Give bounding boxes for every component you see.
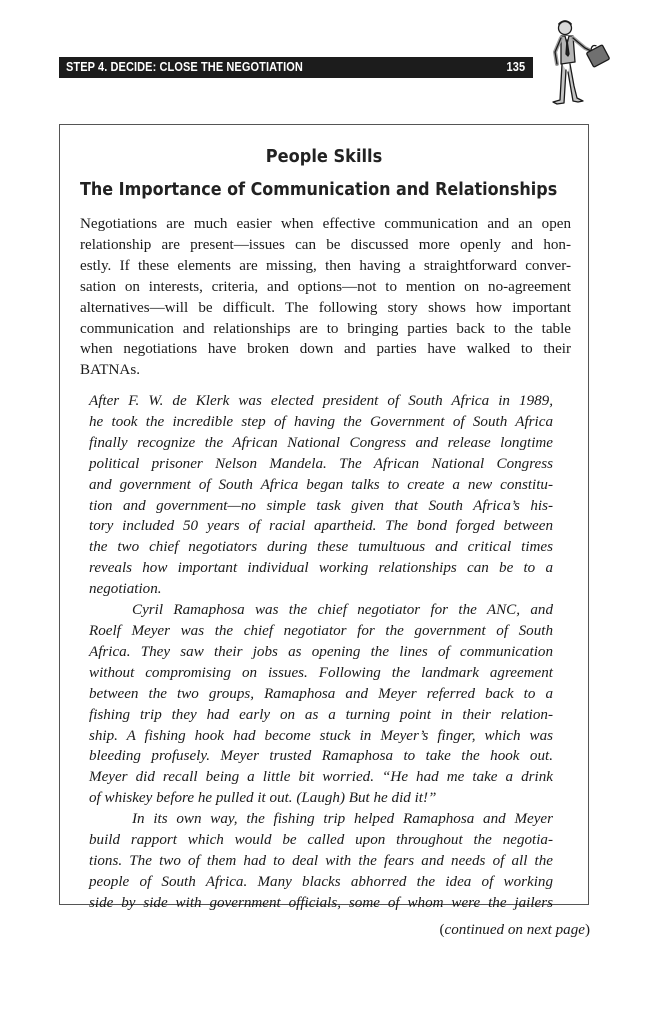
text-line: of whiskey before he pulled it out. (Laugh) But he did it!” [89,790,437,807]
text-line: without compromising on issues. Following the landmark agreement [89,664,553,681]
text-line: estly. If these elements are missing, then having a straightforward conver- [80,257,571,274]
story-excerpt [89,391,553,914]
text-line: tion and government—no simple task given that South Africa’s his- [89,497,553,514]
text-line: reveals how important individual working relationships can be to a [89,560,553,577]
text-line: Roelf Meyer was the chief negotiator for the government of South [89,622,553,639]
text-line: when negotiations have broken down and parties have walked to their [80,341,571,358]
text-line: Meyer did recall being a little bit worried. “He had me take a drink [89,769,553,786]
text-line: between the two groups, Ramaphosa and Meyer referred back to a [89,685,553,702]
businessman-with-briefcase-icon [537,14,617,110]
text-line: BATNAs. [80,362,140,379]
people-skills-sidebar [59,124,589,911]
text-line: After F. W. de Klerk was elected president of South Africa in 1989, [89,393,553,409]
page-number: 135 [506,60,525,74]
text-line: negotiation. [89,581,162,598]
chapter-title: STEP 4. DECIDE: CLOSE THE NEGOTIATION [66,60,303,74]
text-line: Negotiations are much easier when effective communication and an open [80,216,571,232]
text-line: political prisoner Nelson Mandela. The African National Congress [89,455,553,472]
text-line: finally recognize the African National Congress and release longtime [89,434,553,451]
text-line: tions. The two of them had to deal with the fears and needs of all the [89,852,553,869]
text-line: he took the incredible step of having the Government of South Africa [89,413,553,430]
text-line: relationship are present—issues can be discussed more openly and hon- [80,236,571,253]
text-line: people of South Africa. Many blacks abhorred the idea of working [89,873,553,890]
text-line: fishing trip they had early on as a turning point in their relation- [89,706,553,723]
text-line: the two chief negotiators during these tumultuous and critical times [89,539,553,556]
intro-paragraph [80,214,571,381]
continued-text: continued on next page [444,922,585,938]
text-line: tory included 50 years of racial apartheid. The bond forged between [89,518,553,535]
text-line: and government of South Africa began talks to create a new constitu- [89,476,553,493]
text-line: In its own way, the fishing trip helped Ramaphosa and Meyer [132,811,553,828]
text-line: Cyril Ramaphosa was the chief negotiator for the ANC, and [132,602,553,619]
text-line: communication and relationships are to bringing parties back to the table [80,320,571,337]
text-line: build rapport which would be called upon throughout the negotia- [89,832,553,849]
sidebar-title: People Skills [265,146,383,167]
text-line: sation on interests, criteria, and options—not to mention on no-agreement [80,278,571,295]
running-header [59,57,533,78]
text-line: bleeding profusely. Meyer trusted Ramaphosa to take the hook out. [89,748,553,765]
text-line: alternatives—will be difficult. The following story shows how important [80,299,571,316]
text-line: Africa. They saw their jobs as opening the lines of communication [89,643,553,660]
text-line: ship. A fishing hook had become stuck in Meyer’s finger, which was [89,727,553,744]
text-line: side by side with government officials, some of whom were the jailers [89,894,553,911]
sidebar-subtitle: The Importance of Communication and Relationships [80,179,558,200]
continued-note: (continued on next page) [439,922,590,938]
